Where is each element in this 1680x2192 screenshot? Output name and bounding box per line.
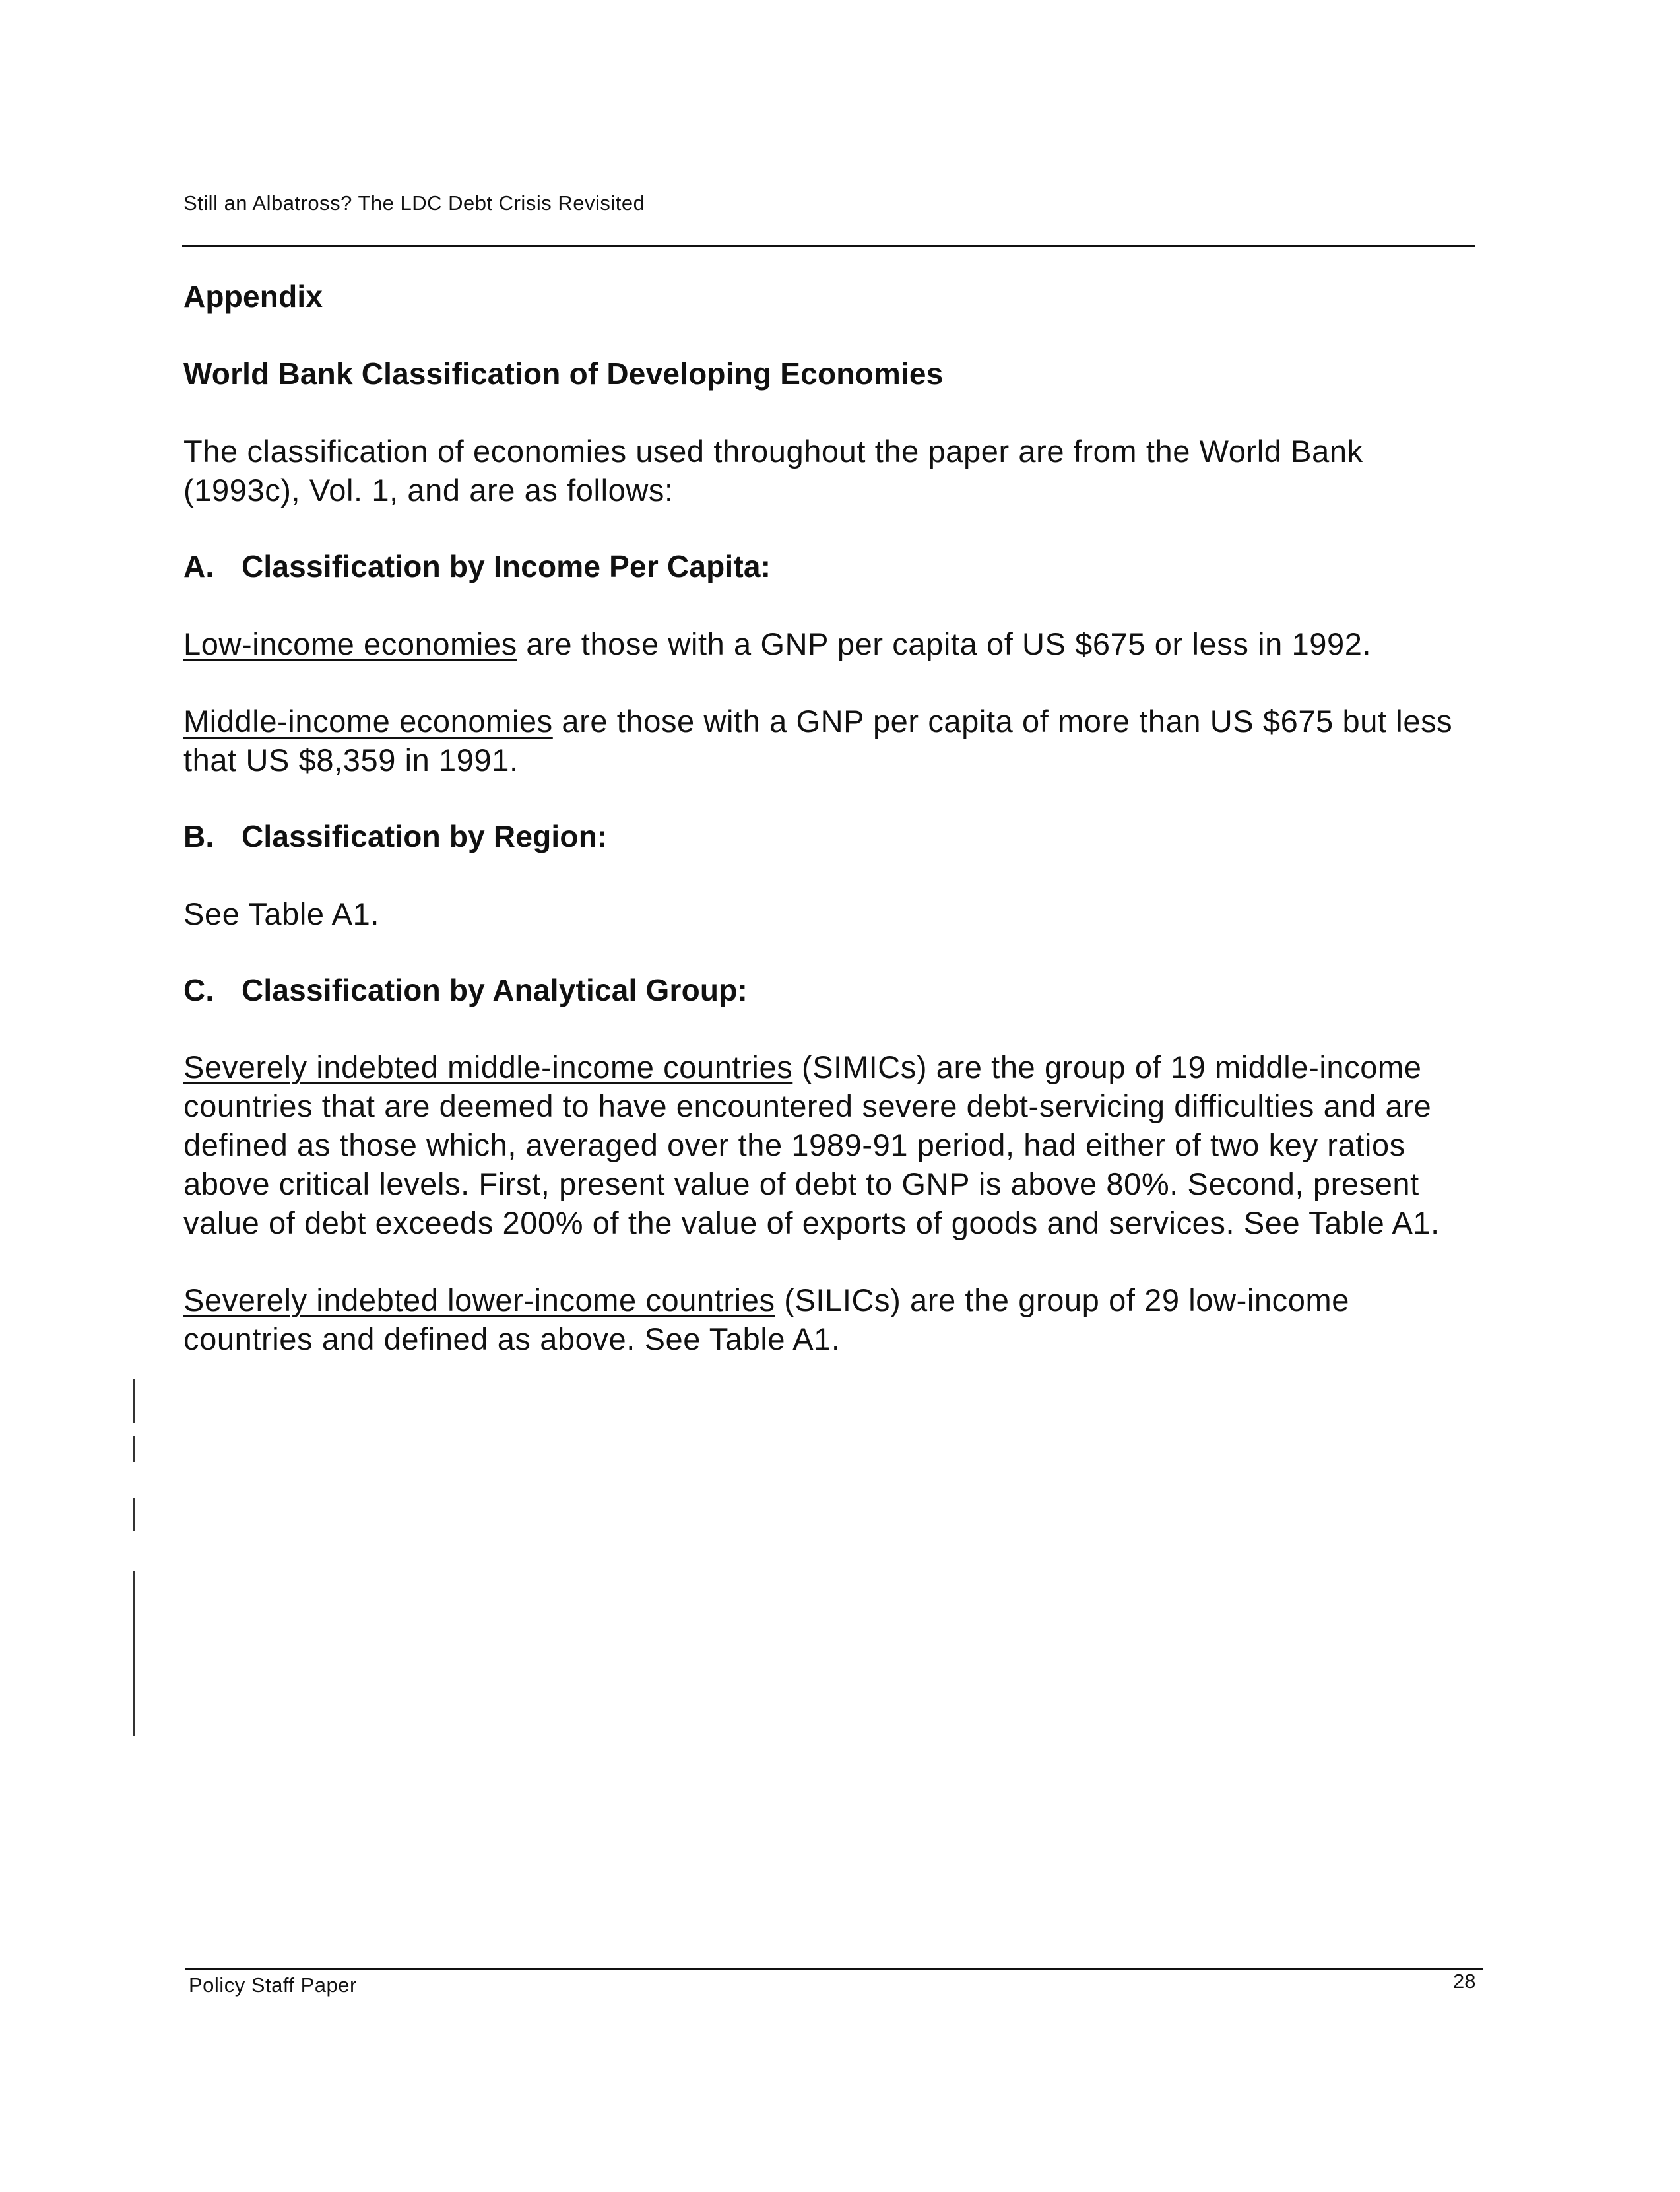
section-b-title: Classification by Region: <box>242 819 608 853</box>
section-b-heading <box>183 817 1480 856</box>
middle-income-text: are those with a GNP per capita of more than US $675 but less that US $8,359 in 1991. <box>183 704 1453 778</box>
footer-rule <box>185 1968 1483 1970</box>
section-title: World Bank Classification of Developing Economies <box>183 356 944 391</box>
simic-paragraph <box>183 1047 1480 1242</box>
header-rule <box>182 245 1475 247</box>
page-number: 28 <box>1453 1970 1476 1993</box>
section-a-heading <box>183 547 1480 586</box>
middle-income-term: Middle-income economies <box>183 704 553 739</box>
section-c-title: Classification by Analytical Group: <box>242 973 748 1007</box>
silic-term: Severely indebted lower-income countries <box>183 1282 775 1317</box>
low-income-text: are those with a GNP per capita of US $675 or less in 1992. <box>517 626 1372 661</box>
margin-mark <box>133 1498 135 1531</box>
appendix-title: Appendix <box>183 279 323 314</box>
low-income-paragraph <box>183 624 1480 663</box>
section-a-title: Classification by Income Per Capita: <box>242 549 771 583</box>
region-text: See Table A1. <box>183 896 380 931</box>
margin-mark <box>133 1571 135 1736</box>
simic-term: Severely indebted middle-income countries <box>183 1049 793 1084</box>
margin-mark <box>133 1379 135 1423</box>
appendix-content <box>183 277 1480 1358</box>
middle-income-paragraph <box>183 702 1480 780</box>
low-income-term: Low-income economies <box>183 626 517 661</box>
footer-label: Policy Staff Paper <box>189 1974 357 1997</box>
silic-paragraph <box>183 1280 1480 1358</box>
running-header: Still an Albatross? The LDC Debt Crisis Revisited <box>183 191 645 215</box>
simic-text: (SIMICs) are the group of 19 middle-income countries that are deemed to have encountered severe debt-servicing difficulties and are defined as those which, averaged over the 1989-91 period, had either of two key ratios above critical levels. First, present value of debt to GNP is above 80%. Second, present value of debt exceeds 200% of the value of exports of goods and services. See Table A1. <box>183 1049 1440 1240</box>
section-a-letter: A. <box>183 549 214 583</box>
silic-text: (SILICs) are the group of 29 low-income countries and defined as above. See Table A1. <box>183 1282 1349 1356</box>
section-b-letter: B. <box>183 819 214 853</box>
intro-paragraph: The classification of economies used throughout the paper are from the World Bank (1993c), Vol. 1, and are as follows: <box>183 434 1363 508</box>
section-c-heading <box>183 971 1480 1010</box>
margin-mark <box>133 1436 135 1462</box>
section-c-letter: C. <box>183 973 214 1007</box>
